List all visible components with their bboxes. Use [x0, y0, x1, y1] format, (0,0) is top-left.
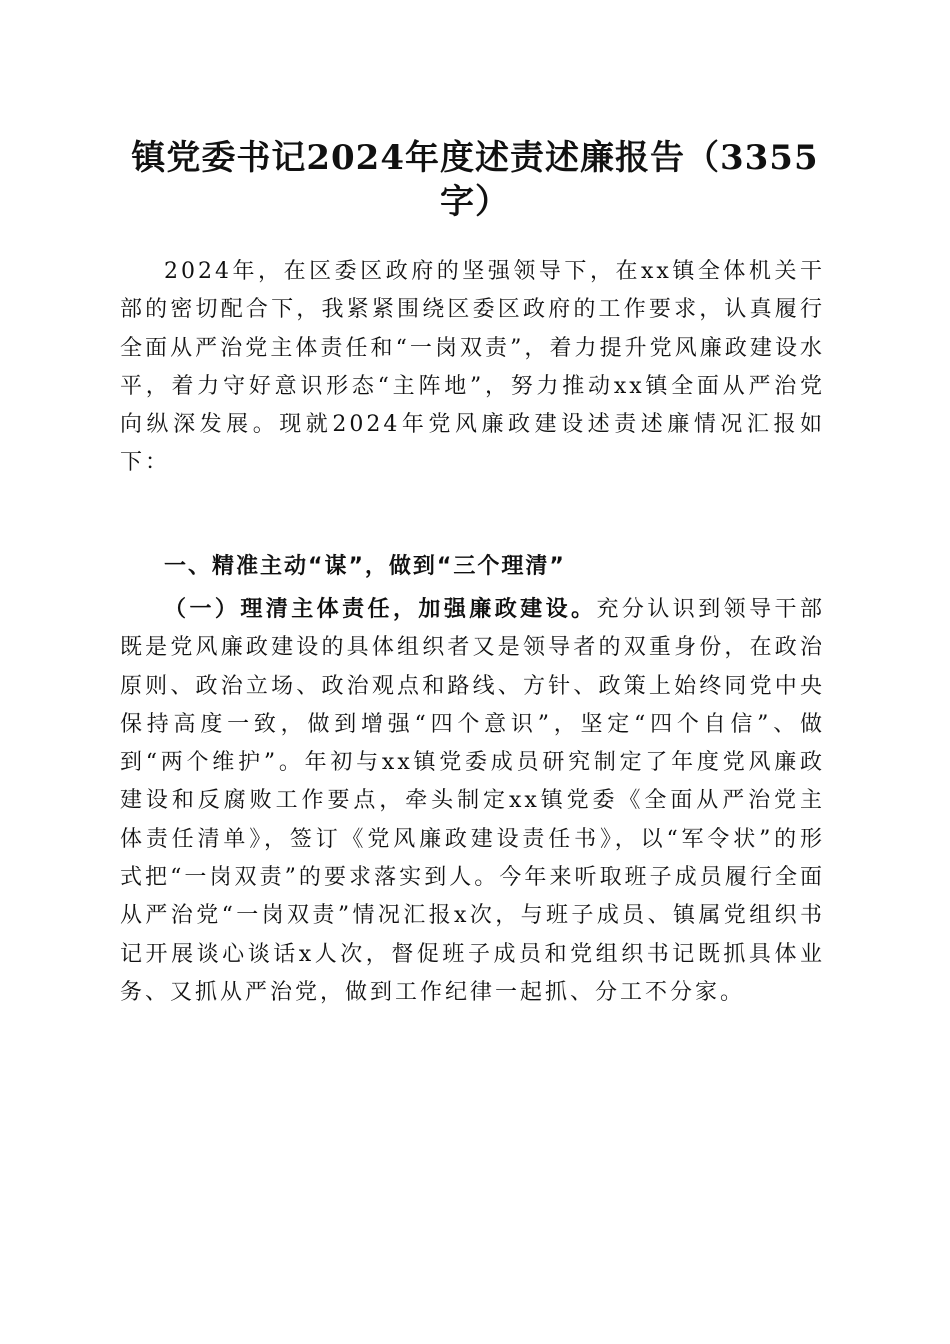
subsection-paragraph — [120, 590, 825, 1012]
section-heading: 一、精准主动“谋”，做到“三个理清” — [164, 554, 566, 579]
subsection-text: 充分认识到领导干部既是党风廉政建设的具体组织者又是领导者的双重身份，在政治原则、政治立场、政治观点和路线、方针、政策上始终同党中央保持高度一致，做到增强“四个意识”，坚定“四个自信”、做到“两个维护”。年初与xx镇党委成员研究制定了年度党风廉政建设和反腐败工作要点，牵头制定xx镇党委《全面从严治党主体责任清单》，签订《党风廉政建设责任书》，以“军令状”的形式把“一岗双责”的要求落实到人。今年来听取班子成员履行全面从严治党“一岗双责”情况汇报x次，与班子成员、镇属党组织书记开展谈心谈话x人次，督促班子成员和党组织书记既抓具体业务、又抓从严治党，做到工作纪律一起抓、分工不分家。 — [120, 597, 825, 1005]
intro-paragraph: 2024年，在区委区政府的坚强领导下，在xx镇全体机关干部的密切配合下，我紧紧围绕区委区政府的工作要求，认真履行全面从严治党主体责任和“一岗双责”，着力提升党风廉政建设水平，着力守好意识形态“主阵地”，努力推动xx镇全面从严治党向纵深发展。现就2024年党风廉政建设述责述廉情况汇报如下： — [120, 259, 825, 476]
subsection-lead: （一）理清主体责任，加强廉政建设。 — [164, 596, 597, 622]
document-title: 镇党委书记2024年度述责述廉报告（3355字） — [131, 138, 819, 222]
